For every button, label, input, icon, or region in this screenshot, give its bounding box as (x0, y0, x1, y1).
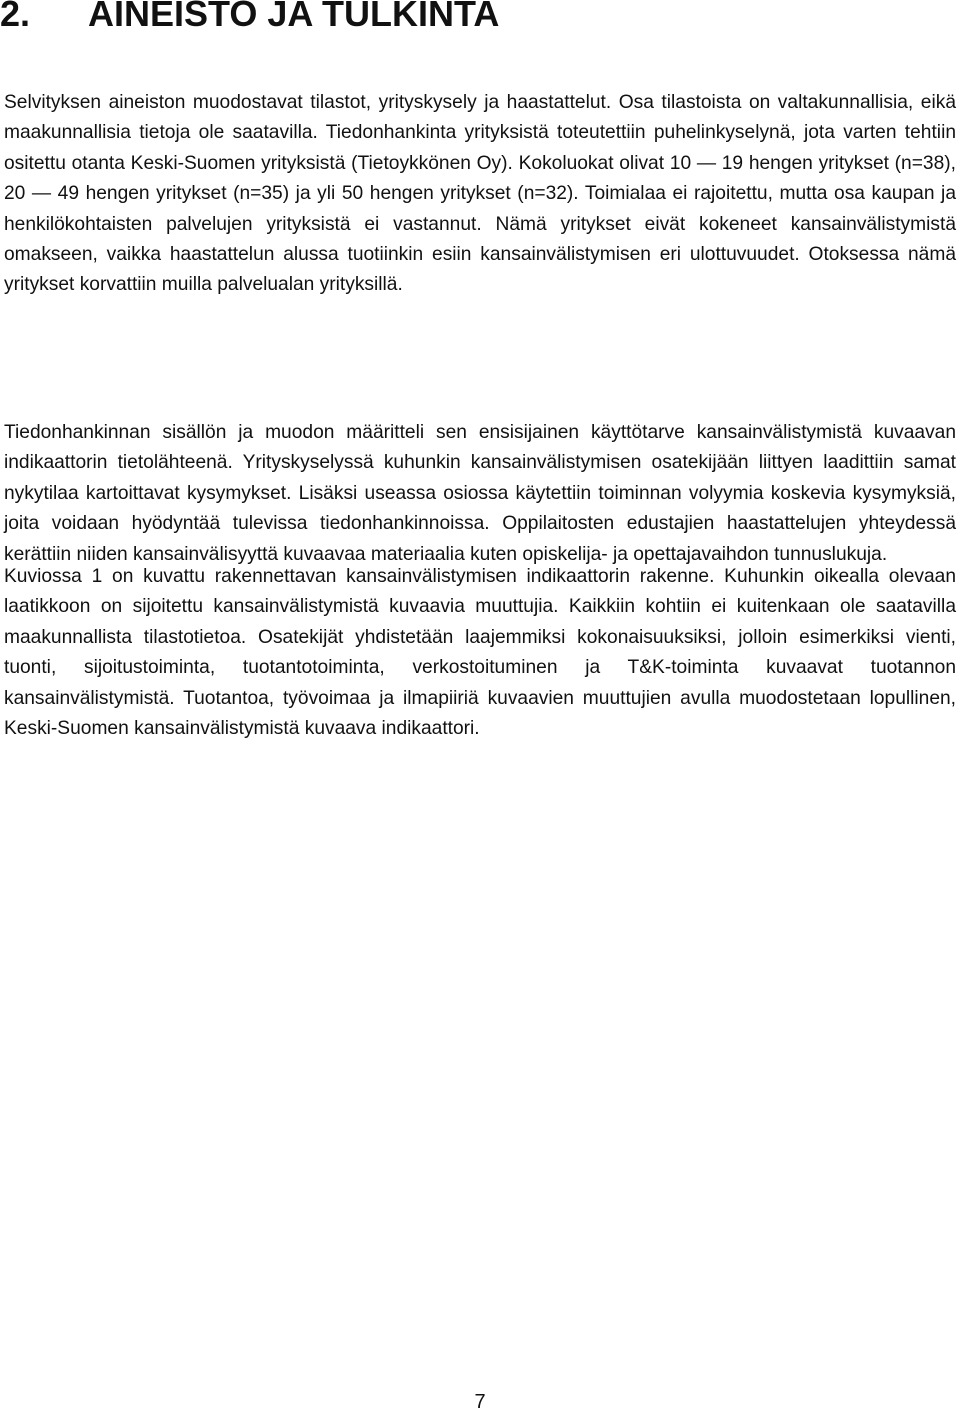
paragraph-information-gathering: Tiedonhankinnan sisällön ja muodon määritteli sen ensisijainen käyttötarve kansainvälistymistä kuvaavan indikaattorin tietolähteenä. Yrityskyselyssä kuhunkin kansainvälistymisen osatekijään liittyen laadittiin samat nykytilaa kartoittavat kysymykset. Lisäksi useassa osiossa käytettiin toiminnan volyymia koskevia kysymyksiä, joita voidaan hyödyntää tulevissa tiedonhankinnoissa. Oppilaitosten edustajien haastattelujen yhteydessä kerättiin niiden kansainvälisyyttä kuvaavaa materiaalia kuten opiskelija- ja opettajavaihdon tunnuslukuja. (4, 422, 956, 565)
page-number: 7 (474, 1391, 486, 1413)
section-title: AINEISTO JA TULKINTA (88, 0, 500, 34)
paragraph-indicator-structure: Kuviossa 1 on kuvattu rakennettavan kansainvälistymisen indikaattorin rakenne. Kuhunkin oikealla olevaan laatikkoon on sijoitettu kansainvälistymistä kuvaavia muuttujia. Kaikkiin kohtiin ei kuitenkaan ole saatavilla maakunnallista tilastotietoa. Osatekijät yhdistetään laajemmiksi kokonaisuuksiksi, jolloin esimerkiksi vienti, tuonti, sijoitustoiminta, tuotantotoiminta, verkostoituminen ja T&K-toiminta kuvaavat tuotannon kansainvälistymistä. Tuotantoa, työvoimaa ja ilmapiiriä kuvaavien muuttujien avulla muodostetaan lopullinen, Keski-Suomen kansainvälistymistä kuvaava indikaattori. (4, 566, 956, 740)
paragraph-data-sources: Selvityksen aineiston muodostavat tilastot, yrityskysely ja haastattelut. Osa tilastoista on valtakunnallisia, eikä maakunnallisia tietoja ole saatavilla. Tiedonhankinta yrityksistä toteutettiin puhelinkyselynä, jota varten tehtiin ositettu otanta Keski-Suomen yrityksistä (Tietoykkönen Oy). Kokoluokat olivat 10 — 19 hengen yritykset (n=38), 20 — 49 hengen yritykset (n=35) ja yli 50 hengen yritykset (n=32). Toimialaa ei rajoitettu, mutta osa kaupan ja henkilökohtaisten palvelujen yrityksistä ei vastannut. Nämä yritykset eivät kokeneet kansainvälistymistä omakseen, vaikka haastattelun alussa tuotiinkin esiin kansainvälistymisen eri ulottuvuudet. Otoksessa nämä yritykset korvattiin muilla palvelualan yrityksillä. (4, 92, 956, 296)
section-heading (0, 0, 499, 40)
section-number: 2. (0, 0, 31, 34)
